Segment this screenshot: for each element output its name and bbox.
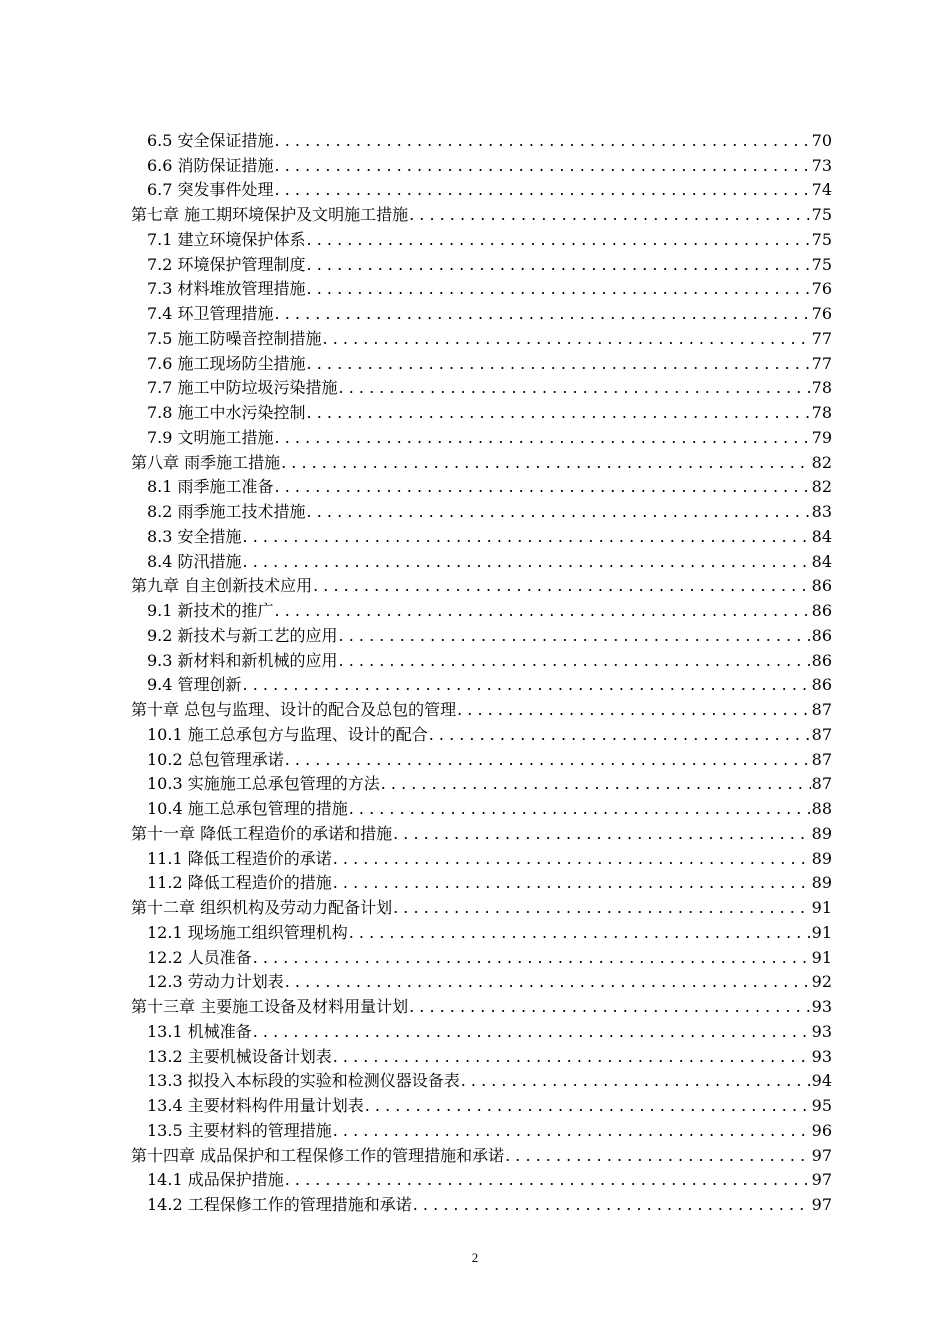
toc-entry-page-number: 86 (811, 650, 832, 670)
toc-entry-page-number: 73 (811, 155, 832, 175)
dot-leader (429, 726, 811, 744)
toc-entry-page-number: 91 (811, 922, 832, 942)
dot-leader (413, 1196, 811, 1214)
toc-section-entry[interactable] (147, 397, 832, 422)
toc-entry-title: 7.6 施工现场防尘措施 (147, 353, 306, 373)
toc-entry-title: 7.4 环卫管理措施 (147, 304, 274, 323)
toc-section-entry[interactable] (147, 150, 832, 175)
toc-section-entry[interactable] (147, 1189, 832, 1214)
toc-entry-page-number: 87 (811, 700, 832, 719)
dot-leader (393, 825, 811, 843)
toc-section-entry[interactable] (147, 1016, 832, 1041)
toc-entry-page-number: 75 (811, 205, 832, 224)
toc-section-entry[interactable] (147, 843, 832, 868)
toc-entry-title: 7.8 施工中水污染控制 (147, 403, 306, 422)
dot-leader (461, 1072, 811, 1090)
toc-entry-title: 9.4 管理创新 (147, 675, 242, 695)
toc-entry-page-number: 77 (811, 328, 832, 348)
dot-leader (275, 478, 811, 496)
toc-section-entry[interactable] (147, 1041, 832, 1066)
toc-chapter-entry[interactable] (131, 818, 832, 843)
toc-entry-title: 6.6 消防保证措施 (147, 155, 274, 175)
toc-section-entry[interactable] (147, 917, 832, 942)
dot-leader (505, 1147, 811, 1165)
toc-section-entry[interactable] (147, 422, 832, 447)
toc-section-entry[interactable] (147, 496, 832, 521)
toc-entry-title: 10.2 总包管理承诺 (147, 749, 284, 769)
toc-entry-title: 8.1 雨季施工准备 (147, 477, 274, 497)
toc-section-entry[interactable] (147, 472, 832, 497)
dot-leader (285, 973, 811, 991)
toc-entry-page-number: 87 (811, 774, 832, 794)
toc-entry-page-number: 74 (811, 180, 832, 200)
toc-entry-page-number: 88 (811, 799, 832, 818)
toc-entry-title: 12.1 现场施工组织管理机构 (147, 922, 348, 942)
toc-entry-page-number: 86 (811, 625, 832, 645)
toc-entry-title: 8.2 雨季施工技术措施 (147, 502, 306, 521)
dot-leader (349, 924, 811, 942)
toc-entry-page-number: 93 (811, 997, 832, 1016)
toc-entry-title: 11.1 降低工程造价的承诺 (147, 848, 332, 868)
dot-leader (307, 256, 811, 274)
toc-chapter-entry[interactable] (131, 447, 832, 472)
dot-leader (307, 404, 811, 422)
toc-entry-page-number: 97 (811, 1195, 832, 1214)
toc-entry-title: 12.2 人员准备 (147, 947, 252, 967)
toc-section-entry[interactable] (147, 274, 832, 299)
toc-chapter-entry[interactable] (131, 1140, 832, 1165)
toc-section-entry[interactable] (147, 744, 832, 769)
toc-entry-title: 10.1 施工总承包方与监理、设计的配合 (147, 724, 428, 744)
toc-section-entry[interactable] (147, 373, 832, 398)
dot-leader (243, 553, 811, 571)
toc-entry-page-number: 89 (811, 873, 832, 893)
toc-section-entry[interactable] (147, 967, 832, 992)
toc-entry-title: 7.9 文明施工措施 (147, 427, 274, 447)
toc-section-entry[interactable] (147, 769, 832, 794)
toc-entry-page-number: 89 (811, 823, 832, 843)
dot-leader (253, 949, 811, 967)
toc-section-entry[interactable] (147, 645, 832, 670)
toc-entry-page-number: 89 (811, 848, 832, 868)
toc-entry-title: 14.2 工程保修工作的管理措施和承诺 (147, 1195, 412, 1214)
toc-entry-page-number: 94 (811, 1071, 832, 1091)
toc-entry-title: 9.3 新材料和新机械的应用 (147, 650, 338, 670)
toc-entry-title: 6.5 安全保证措施 (147, 130, 274, 150)
toc-entry-page-number: 97 (811, 1170, 832, 1190)
dot-leader (253, 1023, 811, 1041)
dot-leader (281, 454, 811, 472)
dot-leader (307, 503, 811, 521)
dot-leader (365, 1097, 811, 1115)
toc-entry-page-number: 86 (811, 576, 832, 596)
dot-leader (349, 800, 811, 818)
dot-leader (285, 1171, 811, 1189)
page-number: 2 (471, 1250, 479, 1265)
toc-entry-title: 9.1 新技术的推广 (147, 601, 274, 620)
dot-leader (339, 652, 811, 670)
toc-chapter-entry[interactable] (131, 991, 832, 1016)
toc-entry-title: 10.4 施工总承包管理的措施 (147, 799, 348, 818)
toc-section-entry[interactable] (147, 620, 832, 645)
toc-entry-page-number: 79 (811, 427, 832, 447)
toc-entry-page-number: 87 (811, 724, 832, 744)
dot-leader (307, 231, 811, 249)
dot-leader (275, 157, 811, 175)
toc-entry-page-number: 86 (811, 601, 832, 620)
toc-entry-page-number: 91 (811, 898, 832, 917)
toc-entry-title: 第八章 雨季施工措施 (131, 452, 281, 472)
toc-entry-title: 13.5 主要材料的管理措施 (147, 1120, 332, 1140)
toc-section-entry[interactable] (147, 249, 832, 274)
dot-leader (409, 998, 811, 1016)
toc-section-entry[interactable] (147, 521, 832, 546)
toc-entry-title: 7.1 建立环境保护体系 (147, 229, 306, 249)
toc-chapter-entry[interactable] (131, 199, 832, 224)
toc-entry-title: 13.2 主要机械设备计划表 (147, 1046, 332, 1066)
dot-leader (333, 874, 811, 892)
toc-section-entry[interactable] (147, 125, 832, 150)
toc-entry-page-number: 95 (811, 1096, 832, 1115)
dot-leader (457, 701, 811, 719)
toc-section-entry[interactable] (147, 1115, 832, 1140)
dot-leader (409, 206, 811, 224)
dot-leader (333, 850, 811, 868)
toc-entry-page-number: 70 (811, 130, 832, 150)
toc-entry-title: 7.2 环境保护管理制度 (147, 254, 306, 274)
toc-entry-page-number: 78 (811, 378, 832, 398)
toc-entry-title: 13.1 机械准备 (147, 1021, 252, 1041)
toc-entry-title: 6.7 突发事件处理 (147, 180, 274, 200)
dot-leader (333, 1122, 811, 1140)
toc-section-entry[interactable] (147, 224, 832, 249)
toc-chapter-entry[interactable] (131, 571, 832, 596)
toc-entry-title: 7.3 材料堆放管理措施 (147, 279, 306, 299)
toc-entry-title: 第十三章 主要施工设备及材料用量计划 (131, 997, 409, 1016)
dot-leader (307, 355, 811, 373)
dot-leader (393, 899, 811, 917)
dot-leader (323, 330, 811, 348)
toc-entry-page-number: 75 (811, 229, 832, 249)
toc-section-entry[interactable] (147, 546, 832, 571)
toc-section-entry[interactable] (147, 1165, 832, 1190)
dot-leader (307, 280, 811, 298)
toc-entry-page-number: 97 (811, 1145, 832, 1165)
toc-entry-page-number: 92 (811, 972, 832, 992)
dot-leader (339, 379, 811, 397)
toc-entry-page-number: 76 (811, 279, 832, 299)
dot-leader (275, 602, 811, 620)
toc-section-entry[interactable] (147, 323, 832, 348)
toc-entry-page-number: 83 (811, 502, 832, 521)
toc-section-entry[interactable] (147, 942, 832, 967)
toc-entry-page-number: 84 (811, 526, 832, 546)
toc-section-entry[interactable] (147, 298, 832, 323)
toc-entry-page-number: 96 (811, 1120, 832, 1140)
toc-entry-page-number: 91 (811, 947, 832, 967)
toc-entry-title: 9.2 新技术与新工艺的应用 (147, 625, 338, 645)
dot-leader (313, 577, 811, 595)
toc-entry-title: 13.3 拟投入本标段的实验和检测仪器设备表 (147, 1071, 460, 1091)
dot-leader (275, 132, 811, 150)
toc-entry-title: 8.4 防汛措施 (147, 551, 242, 571)
dot-leader (285, 751, 811, 769)
toc-entry-title: 7.7 施工中防垃圾污染措施 (147, 378, 338, 398)
toc-section-entry[interactable] (147, 175, 832, 200)
toc-entry-page-number: 82 (811, 452, 832, 472)
toc-entry-page-number: 93 (811, 1021, 832, 1041)
toc-section-entry[interactable] (147, 719, 832, 744)
toc-entry-page-number: 86 (811, 675, 832, 695)
toc-section-entry[interactable] (147, 868, 832, 893)
toc-chapter-entry[interactable] (131, 694, 832, 719)
toc-entry-title: 第九章 自主创新技术应用 (131, 576, 313, 596)
toc-section-entry[interactable] (147, 670, 832, 695)
toc-entry-page-number: 75 (811, 254, 832, 274)
toc-entry-title: 第十章 总包与监理、设计的配合及总包的管理 (131, 700, 457, 719)
toc-chapter-entry[interactable] (131, 892, 832, 917)
dot-leader (333, 1048, 811, 1066)
toc-entry-title: 7.5 施工防噪音控制措施 (147, 328, 322, 348)
toc-section-entry[interactable] (147, 595, 832, 620)
toc-section-entry[interactable] (147, 348, 832, 373)
toc-section-entry[interactable] (147, 1066, 832, 1091)
toc-entry-title: 12.3 劳动力计划表 (147, 972, 284, 992)
dot-leader (381, 775, 811, 793)
toc-entry-title: 11.2 降低工程造价的措施 (147, 873, 332, 893)
toc-entry-page-number: 93 (811, 1046, 832, 1066)
dot-leader (275, 305, 811, 323)
toc-entry-page-number: 78 (811, 403, 832, 422)
toc-entry-title: 14.1 成品保护措施 (147, 1170, 284, 1190)
toc-entry-title: 第七章 施工期环境保护及文明施工措施 (131, 205, 409, 224)
toc-entry-title: 第十四章 成品保护和工程保修工作的管理措施和承诺 (131, 1145, 505, 1165)
toc-entry-title: 8.3 安全措施 (147, 526, 242, 546)
toc-entry-page-number: 77 (811, 353, 832, 373)
toc-entry-title: 第十一章 降低工程造价的承诺和措施 (131, 823, 393, 843)
dot-leader (243, 676, 811, 694)
toc-entry-page-number: 76 (811, 304, 832, 323)
toc-section-entry[interactable] (147, 1090, 832, 1115)
dot-leader (275, 181, 811, 199)
toc-entry-title: 13.4 主要材料构件用量计划表 (147, 1096, 364, 1115)
toc-section-entry[interactable] (147, 793, 832, 818)
dot-leader (339, 627, 811, 645)
toc-entry-page-number: 82 (811, 477, 832, 497)
dot-leader (243, 528, 811, 546)
toc-entry-title: 10.3 实施施工总承包管理的方法 (147, 774, 380, 794)
dot-leader (275, 429, 811, 447)
toc-entry-title: 第十二章 组织机构及劳动力配备计划 (131, 898, 393, 917)
toc-entry-page-number: 87 (811, 749, 832, 769)
toc-entry-page-number: 84 (811, 551, 832, 571)
